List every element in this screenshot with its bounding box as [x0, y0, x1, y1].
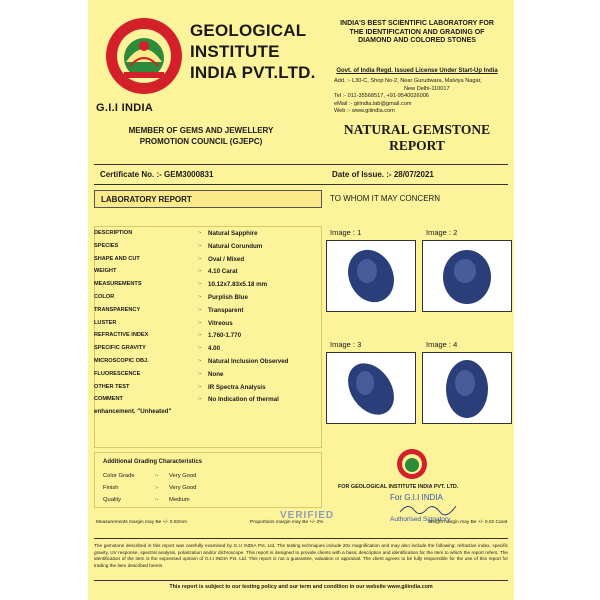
spec-value: Oval / Mixed	[208, 255, 245, 263]
certificate-page: G.I.I INDIA GEOLOGICAL INSTITUTE INDIA PVT.LTD. MEMBER OF GEMS AND JEWELLERY PROMOTION COUNCIL (GJEPC) INDIA'S BEST SCIENTIFIC LABORATORY FOR THE IDENTIFICATION AND GRADING OF DIAMOND AND COLORED STONES Govt. of India Regd. Issued License Under Start-Up India Add. :- L30-C, Shop No-2, Near Gurudwara, Malviya Nagar, New Delhi-110017 Tel :- 011-35568517, +91-9540026006 eMail :- giiindia.lab@gmail.com Web :- www.giiindia.com NATURAL GEMSTONE REPORT Certificate No. :- GEM3000831 Date of Issue. :- 28/07/2021 LABORATORY REPORT TO WHOM IT MAY CONCERN DESCRIPTION :- Natural Sapphire SPECIES :- Natural Corundum SHAPE AND CUT :- Oval / Mixed WEIGHT :- 4.10 Carat MEASUREMENTS :- 10.12x7.83x5.18 mm COLOR :- Purplish Blue TRANSPARENCY :- Transparent LUSTER :- Vitreous REFRACTIVE INDEX :- 1.760-1.770 SPECIFIC GRAVITY :- 4.00 MICROSCOPIC OBJ. :- Natural Inclusion Observed FLUORESCENCE :- None OTHER TEST :- IR Spectra Analysis COMMENT :- No Indication of thermal enhancement. "Unheated" Image : 1 Image : 2 Image : 3 Image : 4 Additional Grading Characteristics Color Grade :- Very Good Finish :- Very Good Quality :- Medium FOR GEOLOGICAL INSTITUTE INDIA PVT. LTD. For G.I.I INDIA Authorised Signatory VERIFIED Measurements margin may Be +/- 0.02mm Proportions margin may Be +/- 2% Weight margin may Be +/- 0.02 Carat The gemstone described in this report was carefully examined by G.I.I INDIA Pvt. Ltd. The testing techniques include 20x magnification and may also include the following: refractive index, specific gravity, UV response, spectral analysis, polarization and/or dichroscope. This report is designed to provide clients with a basic description and identification for the item to which the report refers. The identification of the item is the expressed opinion of G.I.I INDIA Pvt. Ltd. This report is not a guarantee, valuation or appraisal. The client agrees to be fully responsible for the use of this report for trading the item described herein. This report is subject to our testing policy and our term and condition in our website www.giiindia.com	[88, 0, 514, 600]
laboratory-report-heading: LABORATORY REPORT	[94, 190, 322, 208]
grading-row: Color Grade :- Very Good	[103, 473, 197, 479]
verified-stamp: VERIFIED	[280, 510, 335, 521]
to-whom-heading: TO WHOM IT MAY CONCERN	[330, 194, 441, 203]
divider	[94, 580, 508, 581]
spec-value: Transparent	[208, 306, 244, 314]
grading-row: Finish :- Very Good	[103, 485, 197, 491]
spec-key: WEIGHT	[94, 268, 117, 275]
weight-margin: Weight margin may Be +/- 0.02 Carat	[428, 520, 508, 525]
spec-value: 4.10 Carat	[208, 268, 238, 276]
govt-registration: Govt. of India Regd. Issued License Under Start-Up India	[336, 68, 498, 74]
policy-line: This report is subject to our testing policy and our term and condition in our website www.giiindia.com	[169, 584, 433, 590]
logo-name: G.I.I INDIA	[96, 102, 154, 114]
grading-heading: Additional Grading Characteristics	[103, 459, 203, 465]
spec-value: Natural Sapphire	[208, 230, 258, 237]
institute-seal	[396, 448, 428, 480]
spec-key: MEASUREMENTS	[94, 281, 142, 288]
proportion-margin: Proportions margin may Be +/- 2%	[250, 520, 324, 525]
lab-tagline: INDIA'S BEST SCIENTIFIC LABORATORY FOR THE IDENTIFICATION AND GRADING OF DIAMOND AND COLORED STONES	[340, 20, 494, 44]
spec-value: 1.760-1.770	[208, 332, 242, 340]
spec-key: OTHER TEST	[94, 383, 130, 390]
spec-value: 4.00	[208, 345, 221, 353]
image-label: Image : 3	[330, 340, 362, 349]
spec-value: None	[208, 370, 224, 378]
report-title: NATURAL GEMSTONE REPORT	[343, 122, 491, 153]
grading-box	[94, 452, 322, 508]
spec-key: SHAPE AND CUT	[94, 255, 140, 262]
spec-key: DESCRIPTION	[94, 230, 133, 236]
grading-row: Quality :- Medium	[103, 497, 190, 503]
certificate-number: Certificate No. :- GEM3000831	[100, 170, 214, 179]
spec-value: Vitreous	[208, 319, 233, 327]
divider	[94, 164, 508, 165]
member-statement: MEMBER OF GEMS AND JEWELLERY PROMOTION COUNCIL (GJEPC)	[128, 126, 274, 146]
spec-value: Purplish Blue	[208, 294, 248, 301]
for-company: FOR GEOLOGICAL INSTITUTE INDIA PVT. LTD.	[338, 484, 459, 490]
issue-date: Date of Issue. :- 28/07/2021	[332, 170, 434, 179]
spec-value: No Indication of thermal	[208, 396, 279, 404]
divider	[94, 538, 508, 539]
spec-key: COLOR	[94, 294, 115, 300]
image-label: Image : 2	[426, 228, 458, 237]
spec-value: IR Spectra Analysis	[208, 383, 266, 391]
spec-key: COMMENT	[94, 396, 123, 403]
gem-image	[326, 352, 416, 424]
spec-key: FLUORESCENCE	[94, 370, 141, 377]
spec-value: Natural Inclusion Observed	[208, 358, 289, 365]
spec-value: 10.12x7.83x5.18 mm	[208, 281, 268, 289]
spec-value: Natural Corundum	[208, 242, 263, 250]
gem-image	[422, 240, 512, 312]
spec-key: LUSTER	[94, 319, 117, 326]
institute-title: GEOLOGICAL INSTITUTE INDIA PVT.LTD.	[190, 21, 316, 82]
measurement-margin: Measurements margin may Be +/- 0.02mm	[96, 520, 188, 525]
image-label: Image : 1	[330, 228, 362, 237]
disclaimer: The gemstone described in this report was carefully examined by G.I.I INDIA Pvt. Ltd. The testing techniques include 20x magnification and may also include the following: refractive index, specific gravity, UV response, spectral analysis, polarization and/or dichroscope. This report is designed to provide clients with a basic description and identification for the item to which the report refers. The identification of the item is the expressed opinion of G.I.I INDIA Pvt. Ltd. This report is not a guarantee, valuation or appraisal. The client agrees to be fully responsible for the use of this report for trading the item described herein.	[94, 543, 508, 568]
spec-key: REFRACTIVE INDEX	[94, 332, 149, 339]
contact-address: Add. :- L30-C, Shop No-2, Near Gurudwara, Malviya Nagar, New Delhi-110017 Tel :- 011-35568517, +91-9540026006 eMail :- giiindia.lab@gmail.com Web :- www.giiindia.com	[334, 78, 482, 115]
spec-key: MICROSCOPIC OBJ.	[94, 358, 149, 364]
for-gii-stamp: For G.I.I INDIA	[390, 493, 443, 502]
spec-key: SPECIFIC GRAVITY	[94, 345, 146, 352]
gem-image	[422, 352, 512, 424]
gem-image	[326, 240, 416, 312]
handwritten-signature	[398, 500, 458, 516]
image-label: Image : 4	[426, 340, 458, 349]
spec-key: TRANSPARENCY	[94, 306, 141, 313]
divider	[94, 184, 508, 185]
institute-logo	[104, 16, 184, 98]
comment-continued: enhancement. "Unheated"	[94, 408, 172, 415]
authorised-signatory: Authorised Signatory	[390, 516, 451, 523]
spec-key: SPECIES	[94, 242, 119, 249]
